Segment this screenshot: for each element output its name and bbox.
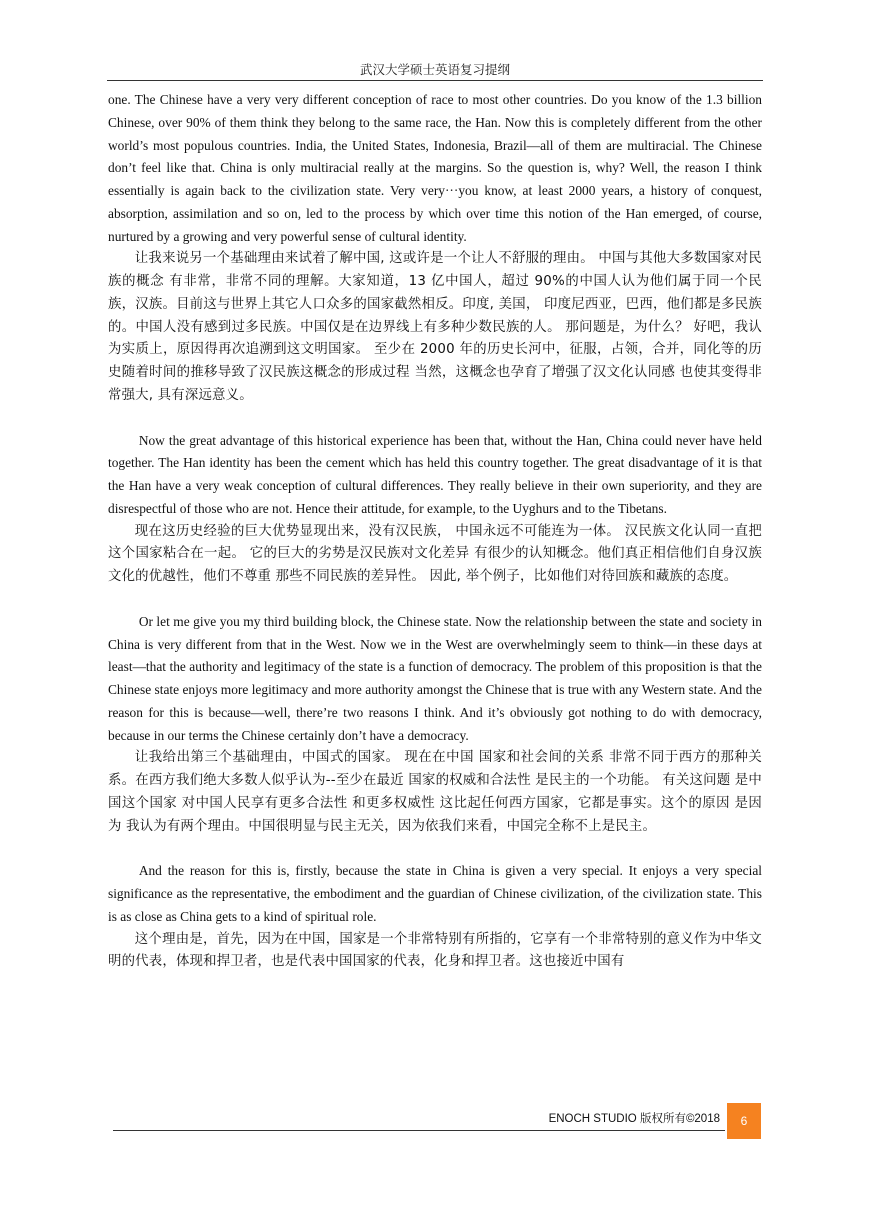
page-number-badge: 6 <box>727 1103 761 1139</box>
paragraph-gap <box>108 408 762 430</box>
paragraph-gap <box>108 589 762 611</box>
footer-copyright: ENOCH STUDIO 版权所有©2018 <box>548 1113 720 1125</box>
paragraph-zh-1: 让我来说另一个基础理由来试着了解中国, 这或许是一个让人不舒服的理由。 中国与其他大多数国家对民族的概念 有非常，非常不同的理解。大家知道，13 亿中国人，超过 90%的中国人认为他们属于同一个民族，汉族。目前这与世界上其它人口众多的国家截然相反。印度, 美国， 印度尼西亚，巴西，他们都是多民族的。中国人没有感到过多民族。中国仅是在边界线上有多种少数民族的人。 那问题是，为什么？ 好吧，我认为实质上，原因得再次追溯到这文明国家。 至少在 2000 年的历史长河中，征服，占领，合并，同化等的历史随着时间的推移导致了汉民族这概念的形成过程 当然，这概念也孕育了增强了汉文化认同感 也使其变得非常强大, 具有深远意义。 <box>108 251 762 403</box>
footer-divider <box>113 1130 725 1131</box>
paragraph-zh-3: 让我给出第三个基础理由，中国式的国家。 现在在中国 国家和社会间的关系 非常不同于西方的那种关系。在西方我们绝大多数人似乎认为--至少在最近 国家的权威和合法性 是民主的一个功能。 有关这问题 是中国这个国家 对中国人民享有更多合法性 和更多权威性 这比起任何西方国家，它都是事实。这个的原因 是因为 我认为有两个理由。中国很明显与民主无关，因为依我们来看，中国完全称不上是民主。 <box>108 750 762 834</box>
paragraph-zh-4: 这个理由是，首先，因为在中国，国家是一个非常特别有所指的，它享有一个非常特别的意义作为中华文明的代表，体现和捍卫者，也是代表中国国家的代表，化身和捍卫者。这也接近中国有 <box>108 931 762 970</box>
paragraph-gap <box>108 838 762 860</box>
paragraph-en-2: Now the great advantage of this historical experience has been that, without the Han, China could never have held together. The Han identity has been the cement which has held this country together. The great disadvantage of it is that the Han have a very weak conception of cultural differences. They really believe in their own superiority, and they are disrespectful of those who are not. Hence their attitude, for example, to the Uyghurs and to the Tibetans. <box>108 432 762 516</box>
paragraph-en-1: one. The Chinese have a very very different conception of race to most other countries. Do you know of the 1.3 billion Chinese, over 90% of them think they belong to the same race, the Han. Now this is completely different from the other world’s most populous countries. India, the United States, Indonesia, Brazil—all of them are multiracial. The Chinese don’t feel like that. China is only multiracial really at the margins. So the question is, why? Well, the reason I think essentially is again back to the civilization state. Very very···you know, at least 2000 years, a history of conquest, absorption, assimilation and so on, led to the process by which over time this notion of the Han emerged, of course, nurtured by a growing and very powerful sense of cultural identity. <box>108 92 762 244</box>
paragraph-en-3: Or let me give you my third building block, the Chinese state. Now the relationship between the state and society in China is very different from that in the West. Now we in the West are overwhelmingly seem to think—in these days at least—that the authority and legitimacy of the state is a function of democracy. The problem of this proposition is that the Chinese state enjoys more legitimacy and more authority amongst the Chinese that is true with any Western state. And the reason for this is because—well, there’re two reasons I think. And it’s obviously got nothing to do with democracy, because in our terms the Chinese certainly don’t have a democracy. <box>108 613 762 743</box>
paragraph-zh-2: 现在这历史经验的巨大优势显现出来，没有汉民族， 中国永远不可能连为一体。 汉民族文化认同一直把这个国家粘合在一起。 它的巨大的劣势是汉民族对文化差异 有很少的认知概念。他们真正相信他们自身汉族文化的优越性，他们不尊重 那些不同民族的差异性。 因此, 举个例子，比如他们对待回族和藏族的态度。 <box>108 523 762 584</box>
running-header: 武汉大学硕士英语复习提纲 <box>359 63 510 77</box>
document-body <box>108 89 762 974</box>
header-divider <box>107 80 763 81</box>
paragraph-en-4: And the reason for this is, firstly, because the state in China is given a very special. It enjoys a very special significance as the representative, the embodiment and the guardian of Chinese civilization, of the civilization state. This is as close as China gets to a kind of spiritual role. <box>108 863 762 924</box>
